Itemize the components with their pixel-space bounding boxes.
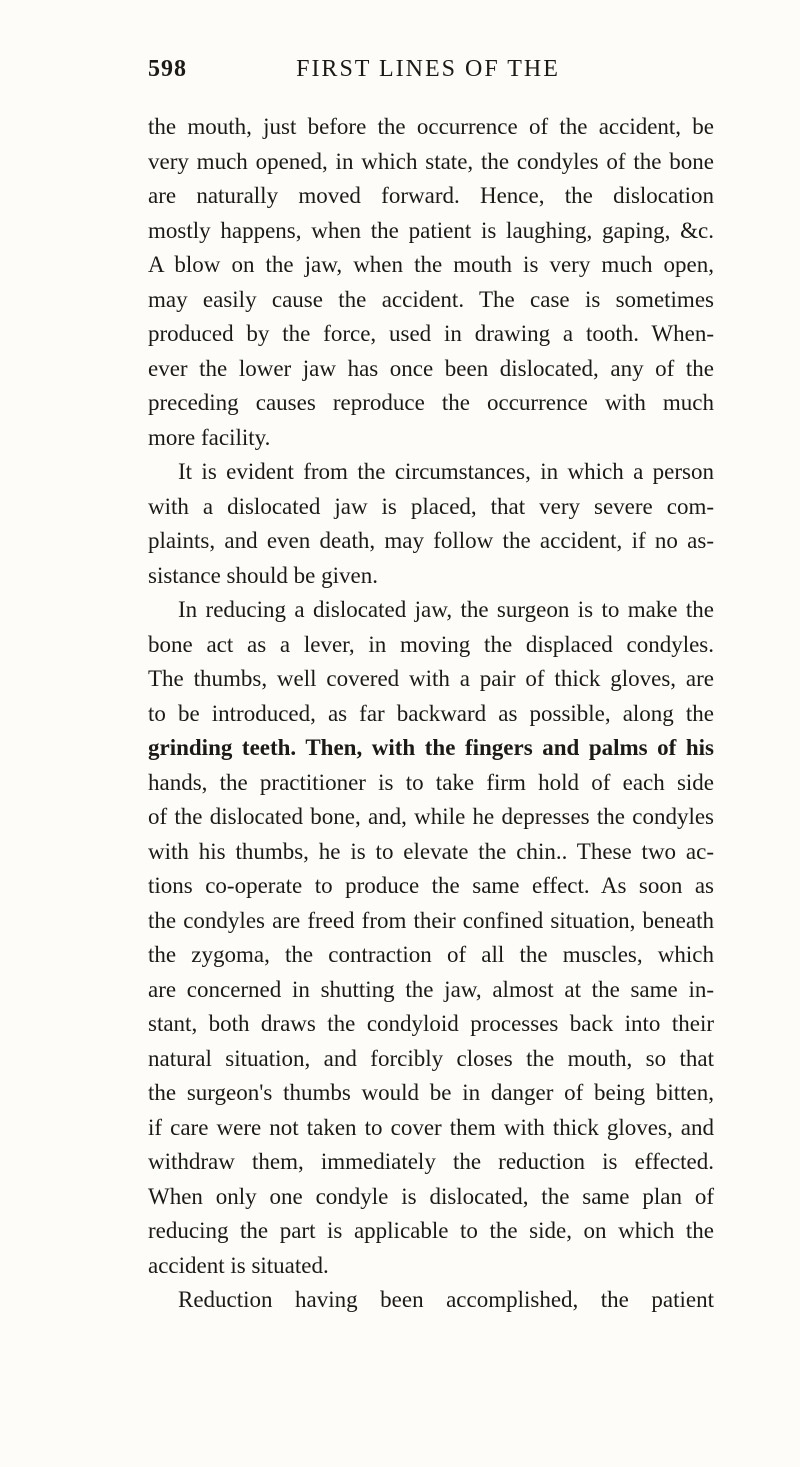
text-line: grinding teeth. Then, with the fingers and palms of his: [148, 735, 714, 760]
text-line: are naturally moved forward. Hence, the dislocation: [148, 183, 714, 208]
text-line: the surgeon's thumbs would be in danger of being bitten,: [148, 1080, 714, 1105]
text-line: The thumbs, well covered with a pair of thick gloves, are: [148, 666, 714, 691]
text-line: hands, the practitioner is to take firm hold of each side: [148, 769, 714, 795]
text-line: very much opened, in which state, the condyles of the bone: [148, 148, 714, 174]
text-line: In reducing a dislocated jaw, the surgeon is to make the: [178, 597, 714, 622]
text-line: if care were not taken to cover them with thick gloves, and: [148, 1114, 714, 1140]
text-line: more facility.: [148, 424, 271, 450]
text-line: plaints, and even death, may follow the accident, if no as-: [148, 528, 714, 553]
text-line: Reduction having been accomplished, the patient: [178, 1287, 714, 1312]
text-line: A blow on the jaw, when the mouth is very much open,: [148, 252, 714, 277]
text-line: accident is situated.: [148, 1252, 329, 1278]
text-line: are concerned in shutting the jaw, almost at the same in-: [148, 976, 714, 1002]
text-line: When only one condyle is dislocated, the same plan of: [148, 1183, 714, 1209]
running-title: FIRST LINES OF THE: [296, 56, 560, 82]
text-line: the mouth, just before the occurrence of the accident, be: [148, 114, 714, 139]
page-number: 598: [148, 56, 187, 82]
text-line: the condyles are freed from their confined situation, beneath: [148, 907, 714, 933]
text-line: ever the lower jaw has once been dislocated, any of the: [148, 355, 714, 381]
text-line: tions co-operate to produce the same effect. As soon as: [148, 873, 714, 898]
body-text: [148, 110, 714, 1318]
text-line: natural situation, and forcibly closes the mouth, so that: [148, 1045, 714, 1071]
text-line: of the dislocated bone, and, while he depresses the condyles: [148, 804, 714, 829]
text-line: stant, both draws the condyloid processes back into their: [148, 1011, 714, 1036]
running-head: [148, 56, 708, 86]
text-line: with a dislocated jaw is placed, that very severe com-: [148, 493, 714, 519]
text-line: mostly happens, when the patient is laughing, gaping, &c.: [148, 217, 714, 243]
text-line: produced by the force, used in drawing a tooth. When-: [148, 321, 714, 346]
text-line: withdraw them, immediately the reduction is effected.: [148, 1149, 714, 1174]
text-line: It is evident from the circumstances, in which a person: [178, 459, 714, 484]
text-line: sistance should be given.: [148, 562, 378, 588]
text-line: reducing the part is applicable to the side, on which the: [148, 1218, 714, 1243]
text-line: to be introduced, as far backward as possible, along the: [148, 700, 714, 726]
text-line: the zygoma, the contraction of all the muscles, which: [148, 942, 714, 967]
text-line: preceding causes reproduce the occurrence with much: [148, 390, 714, 415]
text-line: may easily cause the accident. The case is sometimes: [148, 286, 714, 312]
text-line: with his thumbs, he is to elevate the chin.. These two ac-: [148, 838, 714, 864]
text-line: bone act as a lever, in moving the displaced condyles.: [148, 631, 714, 657]
